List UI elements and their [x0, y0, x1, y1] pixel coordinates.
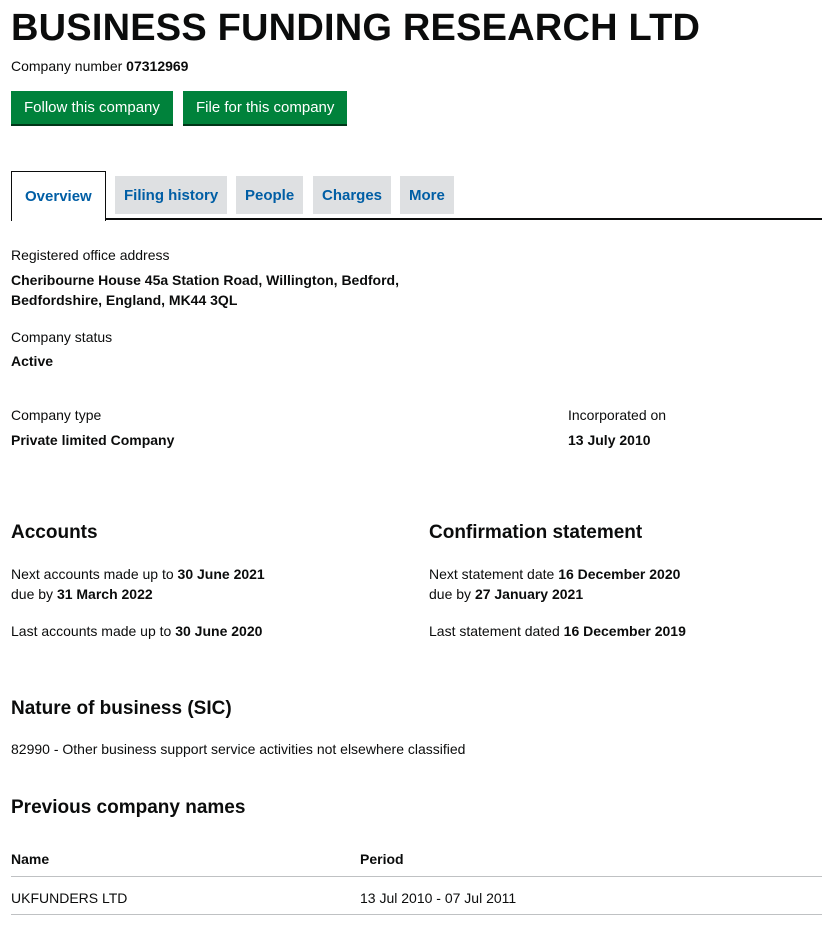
- accounts-due: [11, 584, 153, 604]
- confirmation-next-prefix: Next statement date: [429, 566, 555, 582]
- sic-heading: Nature of business (SIC): [11, 698, 232, 719]
- accounts-last: [11, 621, 262, 641]
- accounts-heading: Accounts: [11, 522, 98, 543]
- accounts-next-prefix: Next accounts made up to: [11, 566, 174, 582]
- tab-overview[interactable]: Overview: [11, 171, 106, 221]
- confirmation-last-prefix: Last statement dated: [429, 623, 560, 639]
- table-header-divider: [11, 876, 822, 877]
- previous-names-heading: Previous company names: [11, 797, 246, 818]
- status-label: Company status: [11, 329, 113, 345]
- company-number: [11, 57, 188, 75]
- accounts-next-date: 30 June 2021: [177, 566, 265, 582]
- confirmation-heading: Confirmation statement: [429, 522, 643, 543]
- tab-more[interactable]: More: [400, 176, 454, 214]
- incorporated-value: 13 July 2010: [568, 432, 651, 448]
- incorporated-label: Incorporated on: [568, 407, 667, 423]
- accounts-due-date: 31 March 2022: [56, 586, 153, 602]
- accounts-last-date: 30 June 2020: [175, 623, 263, 639]
- page-title: BUSINESS FUNDING RESEARCH LTD: [11, 7, 701, 49]
- confirmation-last-date: 16 December 2019: [563, 623, 686, 639]
- column-header-name: Name: [11, 851, 50, 867]
- tab-people[interactable]: People: [236, 176, 303, 214]
- address-line-1: Cheribourne House 45a Station Road, Willington, Bedford,: [11, 272, 400, 288]
- confirmation-due: [429, 584, 583, 604]
- tab-underline: [11, 218, 822, 220]
- confirmation-due-date: 27 January 2021: [474, 586, 584, 602]
- company-number-value: 07312969: [126, 58, 189, 74]
- tab-filing-history[interactable]: Filing history: [115, 176, 227, 214]
- type-value: Private limited Company: [11, 432, 175, 448]
- confirmation-next-date: 16 December 2020: [558, 566, 681, 582]
- table-row-divider: [11, 914, 822, 915]
- follow-company-button[interactable]: Follow this company: [11, 91, 173, 124]
- confirmation-next: [429, 564, 680, 584]
- column-header-period: Period: [360, 851, 404, 867]
- confirmation-last: [429, 621, 686, 641]
- address-label: Registered office address: [11, 247, 170, 263]
- status-value: Active: [11, 353, 54, 369]
- table-cell-period: 13 Jul 2010 - 07 Jul 2011: [360, 890, 517, 906]
- table-cell-name: UKFUNDERS LTD: [11, 890, 128, 906]
- confirmation-due-prefix: due by: [429, 586, 472, 602]
- file-for-company-button[interactable]: File for this company: [183, 91, 347, 124]
- address-line-2: Bedfordshire, England, MK44 3QL: [11, 292, 238, 308]
- company-number-label: Company number: [11, 58, 123, 74]
- accounts-due-prefix: due by: [11, 586, 54, 602]
- type-label: Company type: [11, 407, 102, 423]
- tab-charges[interactable]: Charges: [313, 176, 391, 214]
- accounts-last-prefix: Last accounts made up to: [11, 623, 172, 639]
- accounts-next: [11, 564, 265, 584]
- sic-entry: 82990 - Other business support service activities not elsewhere classified: [11, 741, 466, 757]
